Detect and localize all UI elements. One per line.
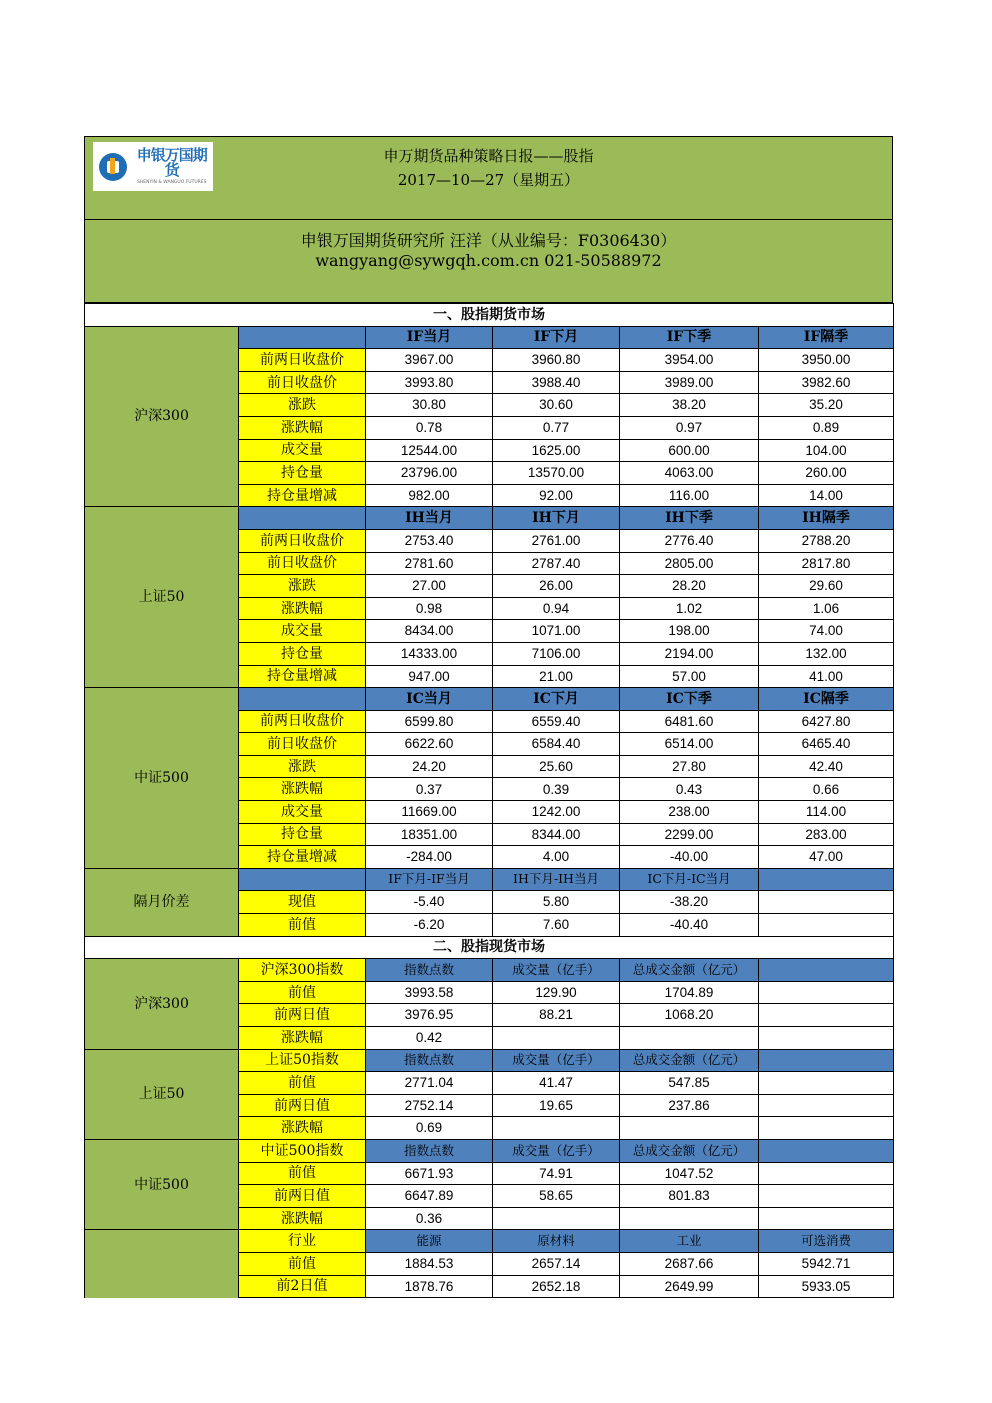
value-cell: 3993.80 [366,371,493,394]
row-label: 前日收盘价 [239,552,366,575]
value-cell: 38.20 [620,394,759,417]
industry-column-header: 能源 [366,1230,493,1253]
index-label: 中证500指数 [239,1139,366,1162]
value-cell: 1704.89 [620,981,759,1004]
value-cell: 3982.60 [759,371,894,394]
contract-column-header: IH隔季 [759,507,894,530]
spread-column-header: IH下月-IH当月 [493,868,620,891]
report-header [84,136,893,220]
futures-column-header-row [85,326,894,349]
row-label: 涨跌幅 [239,1027,366,1050]
futures-group-label: 沪深300 [85,326,239,507]
value-cell: 2687.66 [620,1252,759,1275]
section-1-title-row [85,304,894,327]
spot-group-label: 上证50 [85,1049,239,1139]
empty-cell [620,1117,759,1140]
contract-column-header: IF当月 [366,326,493,349]
row-label: 前两日值 [239,1004,366,1027]
futures-group-label: 中证500 [85,688,239,869]
value-cell: 237.86 [620,1094,759,1117]
value-cell: 600.00 [620,439,759,462]
value-cell: 0.89 [759,416,894,439]
value-cell: 114.00 [759,801,894,824]
row-label: 涨跌幅 [239,1117,366,1140]
value-cell: 6514.00 [620,733,759,756]
empty-cell [759,1207,894,1230]
value-cell: 24.20 [366,755,493,778]
value-cell: 0.98 [366,597,493,620]
empty-cell [620,1207,759,1230]
value-cell: 283.00 [759,823,894,846]
value-cell: 8434.00 [366,620,493,643]
section-1-title: 一、股指期货市场 [85,304,894,327]
author-contact: wangyang@sywgqh.com.cn 021-50588972 [315,251,662,270]
row-label: 涨跌 [239,755,366,778]
value-cell: 2781.60 [366,552,493,575]
blank-header-cell [239,326,366,349]
value-cell: 30.60 [493,394,620,417]
value-cell: 198.00 [620,620,759,643]
value-cell: 0.43 [620,778,759,801]
value-cell: 4063.00 [620,462,759,485]
contract-column-header: IC隔季 [759,688,894,711]
blank-header-cell [239,688,366,711]
value-cell: 982.00 [366,484,493,507]
industry-group-label [85,1230,239,1298]
spread-column-header: IC下月-IC当月 [620,868,759,891]
blank-header-cell [759,1049,894,1072]
row-label: 成交量 [239,801,366,824]
value-cell: 58.65 [493,1185,620,1208]
row-label: 前2日值 [239,1275,366,1298]
value-cell: 42.40 [759,755,894,778]
value-cell: -38.20 [620,891,759,914]
row-label: 涨跌 [239,575,366,598]
value-cell: 3988.40 [493,371,620,394]
blank-header-cell [239,507,366,530]
futures-column-header-row [85,507,894,530]
row-label: 现值 [239,891,366,914]
value-cell: 132.00 [759,642,894,665]
value-cell: -284.00 [366,846,493,869]
row-label: 前两日值 [239,1185,366,1208]
spread-column-header: IF下月-IF当月 [366,868,493,891]
value-cell: 3989.00 [620,371,759,394]
value-cell: 92.00 [493,484,620,507]
value-cell: 0.39 [493,778,620,801]
empty-cell [493,1207,620,1230]
value-cell: 2657.14 [493,1252,620,1275]
spot-column-header-row [85,1139,894,1162]
value-cell: 260.00 [759,462,894,485]
contract-column-header: IF下季 [620,326,759,349]
value-cell: -5.40 [366,891,493,914]
row-label: 前值 [239,1162,366,1185]
value-cell: 3976.95 [366,1004,493,1027]
value-cell: 14333.00 [366,642,493,665]
row-label: 前值 [239,1252,366,1275]
spot-column-header: 指数点数 [366,1139,493,1162]
spot-column-header: 指数点数 [366,959,493,982]
empty-cell [759,914,894,937]
value-cell: 6622.60 [366,733,493,756]
value-cell: -6.20 [366,914,493,937]
value-cell: 6584.40 [493,733,620,756]
contract-column-header: IF下月 [493,326,620,349]
value-cell: 6559.40 [493,710,620,733]
value-cell: 30.80 [366,394,493,417]
value-cell: 27.80 [620,755,759,778]
value-cell: 2752.14 [366,1094,493,1117]
row-label: 成交量 [239,620,366,643]
row-label: 前两日值 [239,1094,366,1117]
report-date: 2017—10—27（星期五） [397,171,580,189]
value-cell: 129.90 [493,981,620,1004]
row-label: 涨跌 [239,394,366,417]
row-label: 前日收盘价 [239,371,366,394]
industry-column-header: 可选消费 [759,1230,894,1253]
value-cell: 0.78 [366,416,493,439]
value-cell: 26.00 [493,575,620,598]
value-cell: 18351.00 [366,823,493,846]
empty-cell [493,1117,620,1140]
spot-column-header: 成交量（亿手） [493,959,620,982]
value-cell: 29.60 [759,575,894,598]
spot-column-header: 指数点数 [366,1049,493,1072]
value-cell: 27.00 [366,575,493,598]
value-cell: 3993.58 [366,981,493,1004]
row-label: 持仓量增减 [239,665,366,688]
report-title: 申万期货品种策略日报——股指 [383,147,594,165]
spot-column-header-row [85,1049,894,1072]
value-cell: 2194.00 [620,642,759,665]
value-cell: 1878.76 [366,1275,493,1298]
logo-subtext: SHENYIN & WANGUO FUTURES [137,179,207,185]
value-cell: 47.00 [759,846,894,869]
empty-cell [759,1094,894,1117]
value-cell: 3960.80 [493,349,620,372]
value-cell: 6671.93 [366,1162,493,1185]
spot-column-header: 总成交金额（亿元） [620,1139,759,1162]
empty-cell [759,1185,894,1208]
row-label: 成交量 [239,439,366,462]
value-cell: 947.00 [366,665,493,688]
blank-header-cell [759,959,894,982]
report-sheet [84,136,893,1298]
value-cell: 25.60 [493,755,620,778]
empty-cell [759,1004,894,1027]
empty-cell [759,1117,894,1140]
value-cell: 547.85 [620,1072,759,1095]
author-institute: 申银万国期货研究所 汪洋（从业编号：F0306430） [300,231,677,250]
spread-group-label: 隔月价差 [85,868,239,936]
row-label: 前两日收盘价 [239,710,366,733]
contract-column-header: IF隔季 [759,326,894,349]
empty-cell [759,1162,894,1185]
value-cell: 0.42 [366,1027,493,1050]
value-cell: 5942.71 [759,1252,894,1275]
row-label: 涨跌幅 [239,416,366,439]
value-cell: 74.00 [759,620,894,643]
value-cell: 801.83 [620,1185,759,1208]
empty-cell [759,1027,894,1050]
value-cell: 2817.80 [759,552,894,575]
row-label: 涨跌幅 [239,597,366,620]
value-cell: 6427.80 [759,710,894,733]
value-cell: 3954.00 [620,349,759,372]
spot-group-label: 沪深300 [85,959,239,1049]
row-label: 持仓量增减 [239,484,366,507]
index-label: 沪深300指数 [239,959,366,982]
spread-header-row [85,868,894,891]
value-cell: 5.80 [493,891,620,914]
value-cell: 2805.00 [620,552,759,575]
value-cell: 1.06 [759,597,894,620]
value-cell: 1625.00 [493,439,620,462]
value-cell: 6465.40 [759,733,894,756]
value-cell: 2753.40 [366,529,493,552]
spot-column-header: 总成交金额（亿元） [620,1049,759,1072]
value-cell: 28.20 [620,575,759,598]
industry-header-row [85,1230,894,1253]
value-cell: 41.47 [493,1072,620,1095]
value-cell: 4.00 [493,846,620,869]
value-cell: -40.00 [620,846,759,869]
empty-cell [759,981,894,1004]
value-cell: 0.97 [620,416,759,439]
value-cell: 2649.99 [620,1275,759,1298]
value-cell: 41.00 [759,665,894,688]
futures-column-header-row [85,688,894,711]
row-label: 持仓量 [239,462,366,485]
value-cell: 74.91 [493,1162,620,1185]
row-label: 持仓量 [239,642,366,665]
blank-header-cell [759,868,894,891]
contract-column-header: IH下季 [620,507,759,530]
value-cell: 6599.80 [366,710,493,733]
value-cell: 7.60 [493,914,620,937]
value-cell: 2771.04 [366,1072,493,1095]
value-cell: 1071.00 [493,620,620,643]
contract-column-header: IC当月 [366,688,493,711]
section-2-title: 二、股指现货市场 [85,936,894,959]
value-cell: 238.00 [620,801,759,824]
value-cell: 1047.52 [620,1162,759,1185]
value-cell: 12544.00 [366,439,493,462]
empty-cell [759,891,894,914]
value-cell: 88.21 [493,1004,620,1027]
spot-column-header-row [85,959,894,982]
value-cell: 35.20 [759,394,894,417]
industry-column-header: 工业 [620,1230,759,1253]
value-cell: 14.00 [759,484,894,507]
value-cell: 7106.00 [493,642,620,665]
value-cell: 3967.00 [366,349,493,372]
value-cell: 116.00 [620,484,759,507]
value-cell: 2761.00 [493,529,620,552]
data-table [84,303,894,1298]
contract-column-header: IH当月 [366,507,493,530]
row-label: 持仓量增减 [239,846,366,869]
value-cell: 3950.00 [759,349,894,372]
value-cell: 5933.05 [759,1275,894,1298]
futures-group-label: 上证50 [85,507,239,688]
value-cell: 0.37 [366,778,493,801]
value-cell: 0.94 [493,597,620,620]
empty-cell [620,1027,759,1050]
spot-column-header: 成交量（亿手） [493,1049,620,1072]
row-label: 前值 [239,1072,366,1095]
spot-column-header: 成交量（亿手） [493,1139,620,1162]
value-cell: 1.02 [620,597,759,620]
value-cell: 2299.00 [620,823,759,846]
value-cell: 1068.20 [620,1004,759,1027]
value-cell: 0.36 [366,1207,493,1230]
row-label: 前值 [239,981,366,1004]
spot-column-header: 总成交金额（亿元） [620,959,759,982]
value-cell: 1242.00 [493,801,620,824]
contract-column-header: IC下季 [620,688,759,711]
row-label: 涨跌幅 [239,778,366,801]
value-cell: 2787.40 [493,552,620,575]
section-2-title-row [85,936,894,959]
author-block [84,220,893,303]
row-label: 前值 [239,914,366,937]
blank-header-cell [759,1139,894,1162]
spot-group-label: 中证500 [85,1139,239,1229]
value-cell: 21.00 [493,665,620,688]
value-cell: 0.69 [366,1117,493,1140]
contract-column-header: IC下月 [493,688,620,711]
value-cell: 2652.18 [493,1275,620,1298]
contract-column-header: IH下月 [493,507,620,530]
value-cell: 1884.53 [366,1252,493,1275]
value-cell: 19.65 [493,1094,620,1117]
value-cell: 104.00 [759,439,894,462]
empty-cell [493,1027,620,1050]
index-label: 上证50指数 [239,1049,366,1072]
industry-label: 行业 [239,1230,366,1253]
row-label: 前日收盘价 [239,733,366,756]
value-cell: 0.66 [759,778,894,801]
value-cell: 8344.00 [493,823,620,846]
row-label: 前两日收盘价 [239,529,366,552]
value-cell: 13570.00 [493,462,620,485]
value-cell: 11669.00 [366,801,493,824]
empty-cell [759,1072,894,1095]
value-cell: 6481.60 [620,710,759,733]
value-cell: 57.00 [620,665,759,688]
value-cell: 23796.00 [366,462,493,485]
value-cell: 6647.89 [366,1185,493,1208]
value-cell: 2776.40 [620,529,759,552]
value-cell: 2788.20 [759,529,894,552]
row-label: 持仓量 [239,823,366,846]
logo-text: 申银万国期货 [136,145,207,179]
blank-header-cell [239,868,366,891]
row-label: 涨跌幅 [239,1207,366,1230]
value-cell: 0.77 [493,416,620,439]
industry-column-header: 原材料 [493,1230,620,1253]
row-label: 前两日收盘价 [239,349,366,372]
value-cell: -40.40 [620,914,759,937]
